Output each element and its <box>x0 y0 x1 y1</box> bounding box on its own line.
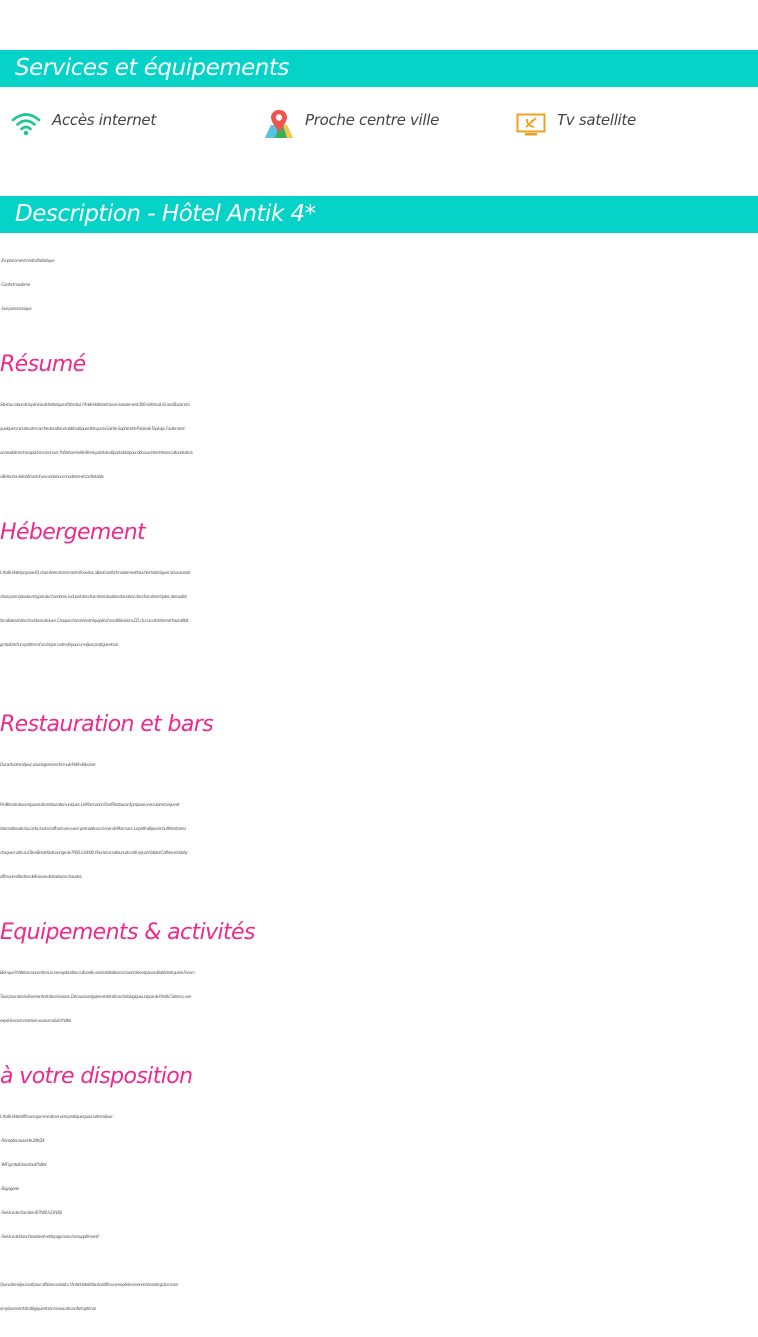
text-line: emplacement stratégique et son niveau de confort optimal. <box>0 1306 97 1311</box>
list-item: - Service de chambre (07h00 à 23h00) <box>0 1210 62 1215</box>
text-line: quelques minutes de marche des sites emblématiques tels que la Sainte-Sophie et le Palais de Topkapı. Facilement <box>0 426 185 431</box>
service-item-internet <box>10 108 156 140</box>
satellite-tv-icon <box>515 108 547 140</box>
text-line: Profitez de deux espaces de restauration uniques. Le Marmarion Roof Restaurant propose une cuisine turque et <box>0 802 180 807</box>
service-label: Proche centre ville <box>305 111 440 129</box>
disposition-list <box>0 1105 758 1249</box>
description-bullets <box>0 249 758 321</box>
equipements-paragraph <box>0 961 758 1033</box>
list-item: - Vue panoramique <box>0 306 32 311</box>
text-line: Tauri pour des événements et des réunions. Découvrez également le site archéologique unique de l'Antik Cisterna, une <box>0 994 192 999</box>
service-label: Accès internet <box>52 111 156 129</box>
list-item: - Emplacement central historique <box>0 258 55 263</box>
services-section-title: Services et équipements <box>0 50 758 87</box>
text-line: accessible en transport en commun, l'hôtel se révèle être le point de départ idéal pour découvrir les trésors culturels de la <box>0 450 193 455</box>
text-line: ville tout en bénéficiant d'une ambiance moderne et confortable. <box>0 474 105 479</box>
service-item-centre-ville <box>263 108 439 140</box>
map-pin-icon <box>263 108 295 140</box>
disposition-heading: à votre disposition <box>0 1064 193 1089</box>
text-line: L'Antik Hotel offre une gamme de services pratiques pour votre séjour : <box>0 1114 114 1119</box>
description-section-title: Description - Hôtel Antik 4* <box>0 196 758 233</box>
text-line: internationale à la carte, tout en offrant une vue imprenable sur la mer de Marmara. Le petit-déjeuner buffet est servi <box>0 826 186 831</box>
list-item: - Bagagerie <box>0 1186 19 1191</box>
list-item: - Service de blanchisserie et nettoyage à sec (en supplément) <box>0 1234 99 1239</box>
service-item-tv <box>515 108 636 140</box>
text-line: Durant votre séjour, vous logerez en formule Petit-déjeuner. <box>0 762 96 767</box>
text-line: gratuit et d'un système d'accès par carte clé pour un séjour pratique et sûr. <box>0 642 119 647</box>
restauration-heading: Restauration et bars <box>0 712 214 737</box>
text-line: familiales et des chambres de luxe. Chaque chambre est équipée d'une télévision LCD, d'un accès Internet haut débit <box>0 618 189 623</box>
wifi-icon <box>10 108 42 140</box>
text-line: chaque matin au Olive Breakfast Lounge de 7h00 à 10h00. Pour les amateurs de café, le Juan Valdez Coffees en lobby <box>0 850 188 855</box>
text-line: L'Antik Hotel propose 91 chambres récemment rénovées, alliant confort moderne et touches historiques. Vous avez le <box>0 570 191 575</box>
closing-paragraph <box>0 1273 758 1321</box>
text-line: Bien que l'hôtel se concentre sur une exploration culturelle, ses installations incluent des espaces dédiés tels que le Forum <box>0 970 195 975</box>
text-line: expérience immersive au sous-sol de l'hôtel. <box>0 1018 72 1023</box>
list-item: - Confort moderne <box>0 282 30 287</box>
equipements-heading: Equipements & activités <box>0 920 255 945</box>
resume-heading: Résumé <box>0 352 86 377</box>
resume-paragraph <box>0 393 758 489</box>
restauration-intro <box>0 753 758 777</box>
hebergement-paragraph <box>0 561 758 657</box>
text-line: Situé au cœur de la péninsule historique d'Istanbul, l'Antik Hotel se trouve à seulement 300 mètres du Grand Bazar et à <box>0 402 190 407</box>
list-item: - Réception ouverte 24h/24 <box>0 1138 45 1143</box>
hebergement-heading: Hébergement <box>0 520 146 545</box>
text-line: choix parmi plusieurs types de chambres, incluant des chambres doubles standard, des chambres triples, des suites <box>0 594 187 599</box>
text-line: offre une sélection délicieuse de boissons chaudes. <box>0 874 83 879</box>
text-line: Que votre séjour soit pour affaires ou loisirs, l'Antik Hotel Istanbul offre une expérience enrichissante grâce à son <box>0 1282 179 1287</box>
service-label: Tv satellite <box>557 111 636 129</box>
list-item: - WiFi gratuit dans tout l'hôtel <box>0 1162 47 1167</box>
restauration-paragraph <box>0 793 758 889</box>
